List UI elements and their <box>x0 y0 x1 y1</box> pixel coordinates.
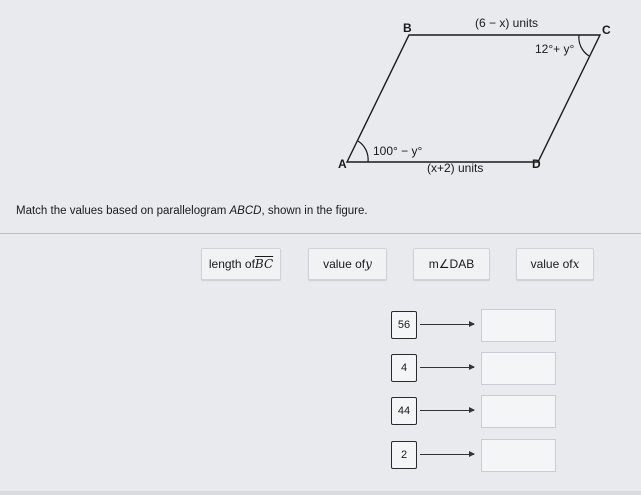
angle-c-arc <box>579 35 589 56</box>
top-side-label: (6 − x) units <box>475 16 539 30</box>
source-value-4: 2 <box>391 441 417 469</box>
source-value-3: 44 <box>391 397 417 425</box>
drop-target-4[interactable] <box>481 439 556 472</box>
arrow-2 <box>420 367 474 368</box>
angle-a-label: 100° − y° <box>373 144 423 158</box>
chip-value-y[interactable] <box>308 248 387 280</box>
chip-value-x-var: x <box>572 257 580 271</box>
vertex-d-label: D <box>532 157 541 171</box>
chip-value-x-prefix: value of <box>530 257 573 271</box>
chip-value-y-prefix: value of <box>323 257 366 271</box>
chip-length-bc[interactable] <box>201 248 281 280</box>
question-prompt <box>16 205 368 217</box>
drop-target-2[interactable] <box>481 352 556 385</box>
section-divider <box>0 233 641 234</box>
prompt-shape: ABCD <box>229 205 262 217</box>
arrow-1 <box>420 324 474 325</box>
prompt-prefix: Match the values based on parallelogram <box>16 205 230 217</box>
drop-target-3[interactable] <box>481 395 556 428</box>
chip-length-bc-segment: BC <box>254 257 274 271</box>
chip-length-bc-prefix: length of <box>208 257 255 271</box>
source-value-1: 56 <box>391 311 417 339</box>
drop-target-1[interactable] <box>481 309 556 342</box>
vertex-a-label: A <box>338 157 347 171</box>
vertex-c-label: C <box>602 23 611 37</box>
source-value-2: 4 <box>391 354 417 382</box>
chip-value-x[interactable] <box>516 248 594 280</box>
prompt-suffix: , shown in the figure. <box>261 205 368 217</box>
vertex-b-label: B <box>403 21 412 35</box>
angle-c-label: 12°+ y° <box>535 42 575 56</box>
bottom-side-label: (x+2) units <box>427 161 484 175</box>
chip-value-y-var: y <box>365 257 372 271</box>
chip-angle-dab-name: DAB <box>449 257 475 271</box>
footer-bar <box>0 491 641 495</box>
arrow-4 <box>420 454 474 455</box>
chip-angle-dab-prefix: m∠ <box>428 257 450 271</box>
chip-angle-dab[interactable] <box>413 248 490 280</box>
arrow-3 <box>420 410 474 411</box>
parallelogram-figure <box>330 12 630 192</box>
angle-a-arc <box>358 141 368 162</box>
